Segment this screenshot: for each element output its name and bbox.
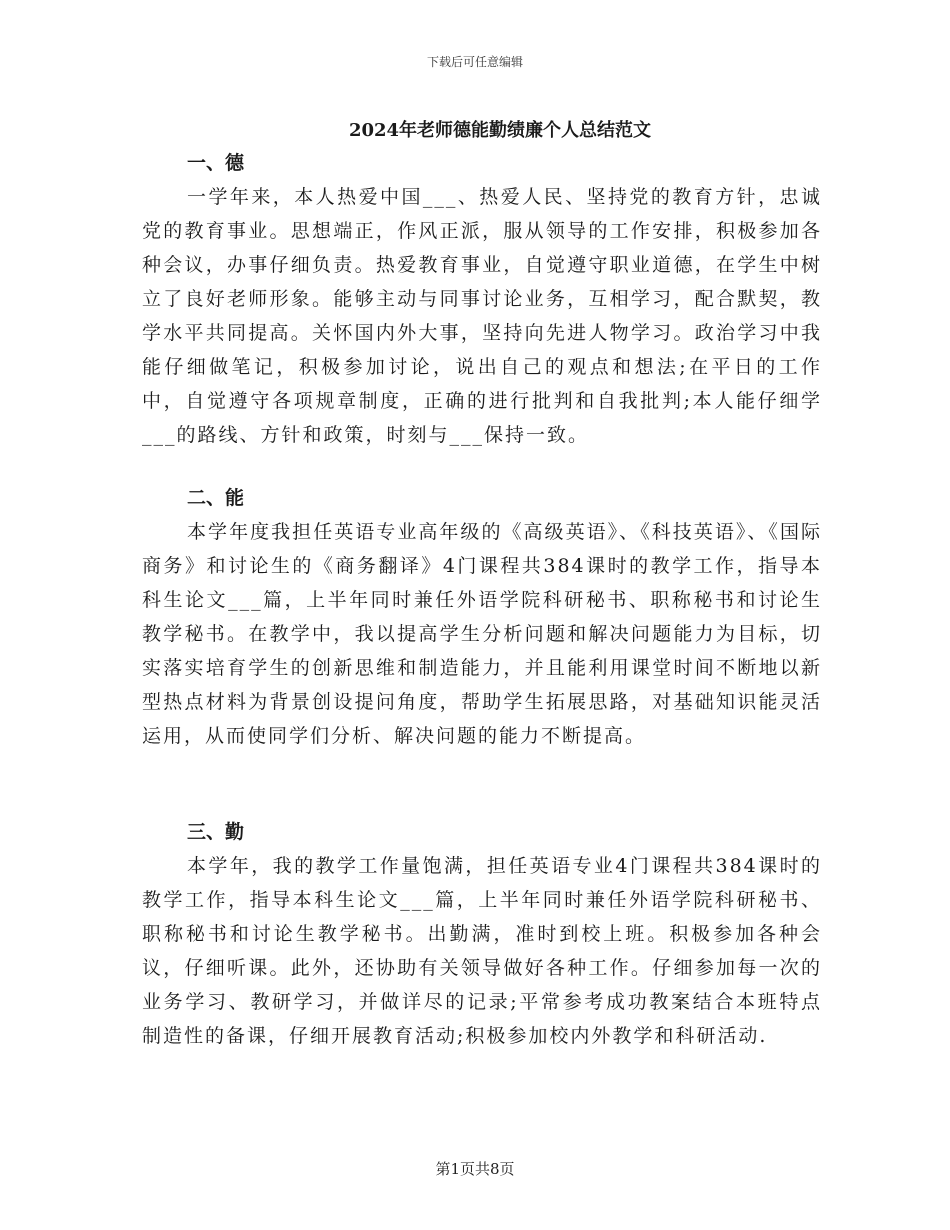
page-header-note: 下载后可任意编辑 (426, 55, 523, 69)
document-title: 2024年老师德能勤绩廉个人总结范文 (348, 120, 652, 141)
section-paragraph: 本学年度我担任英语专业高年级的《高级英语》、《科技英语》、《国际商务》和讨论生的《商务翻译》4门课程共384课时的教学工作，指导本科生论文___篇，上半年同时兼任外语学院科研秘书、职称秘书和讨论生教学秘书。在教学中，我以提高学生分析问题和解决问题能力为目标，切实落实培育学生的创新思维和制造能力，并且能利用课堂时间不断地以新型热点材料为背景创设提问角度，帮助学生拓展思路，对基础知识能灵活运用，从而使同学们分析、解决问题的能力不断提高。 (142, 521, 822, 747)
section-heading: 二、能 (187, 487, 245, 509)
section-heading: 一、德 (187, 152, 245, 174)
section-qin (142, 815, 822, 1053)
section-neng (142, 481, 822, 753)
section-paragraph: 本学年，我的教学工作量饱满，担任英语专业4门课程共384课时的教学工作，指导本科生论文___篇，上半年同时兼任外语学院科研秘书、职称秘书和讨论生教学秘书。出勤满，准时到校上班。积极参加各种会议，仔细听课。此外，还协助有关领导做好各种工作。仔细参加每一次的业务学习、教研学习，并做详尽的记录;平常参考成功教案结合本班特点制造性的备课，仔细开展教育活动;积极参加校内外教学和科研活动. (142, 855, 822, 1047)
section-de (142, 146, 822, 452)
section-heading: 三、勤 (187, 821, 245, 843)
section-paragraph: 一学年来，本人热爱中国___、热爱人民、坚持党的教育方针，忠诚党的教育事业。思想端正，作风正派，服从领导的工作安排，积极参加各种会议，办事仔细负责。热爱教育事业，自觉遵守职业道德，在学生中树立了良好老师形象。能够主动与同事讨论业务，互相学习，配合默契，教学水平共同提高。关怀国内外大事，坚持向先进人物学习。政治学习中我能仔细做笔记，积极参加讨论，说出自己的观点和想法;在平日的工作中，自觉遵守各项规章制度，正确的进行批判和自我批判;本人能仔细学___的路线、方针和政策，时刻与___保持一致。 (142, 186, 822, 446)
page-number: 第1页共8页 (435, 1160, 515, 1178)
